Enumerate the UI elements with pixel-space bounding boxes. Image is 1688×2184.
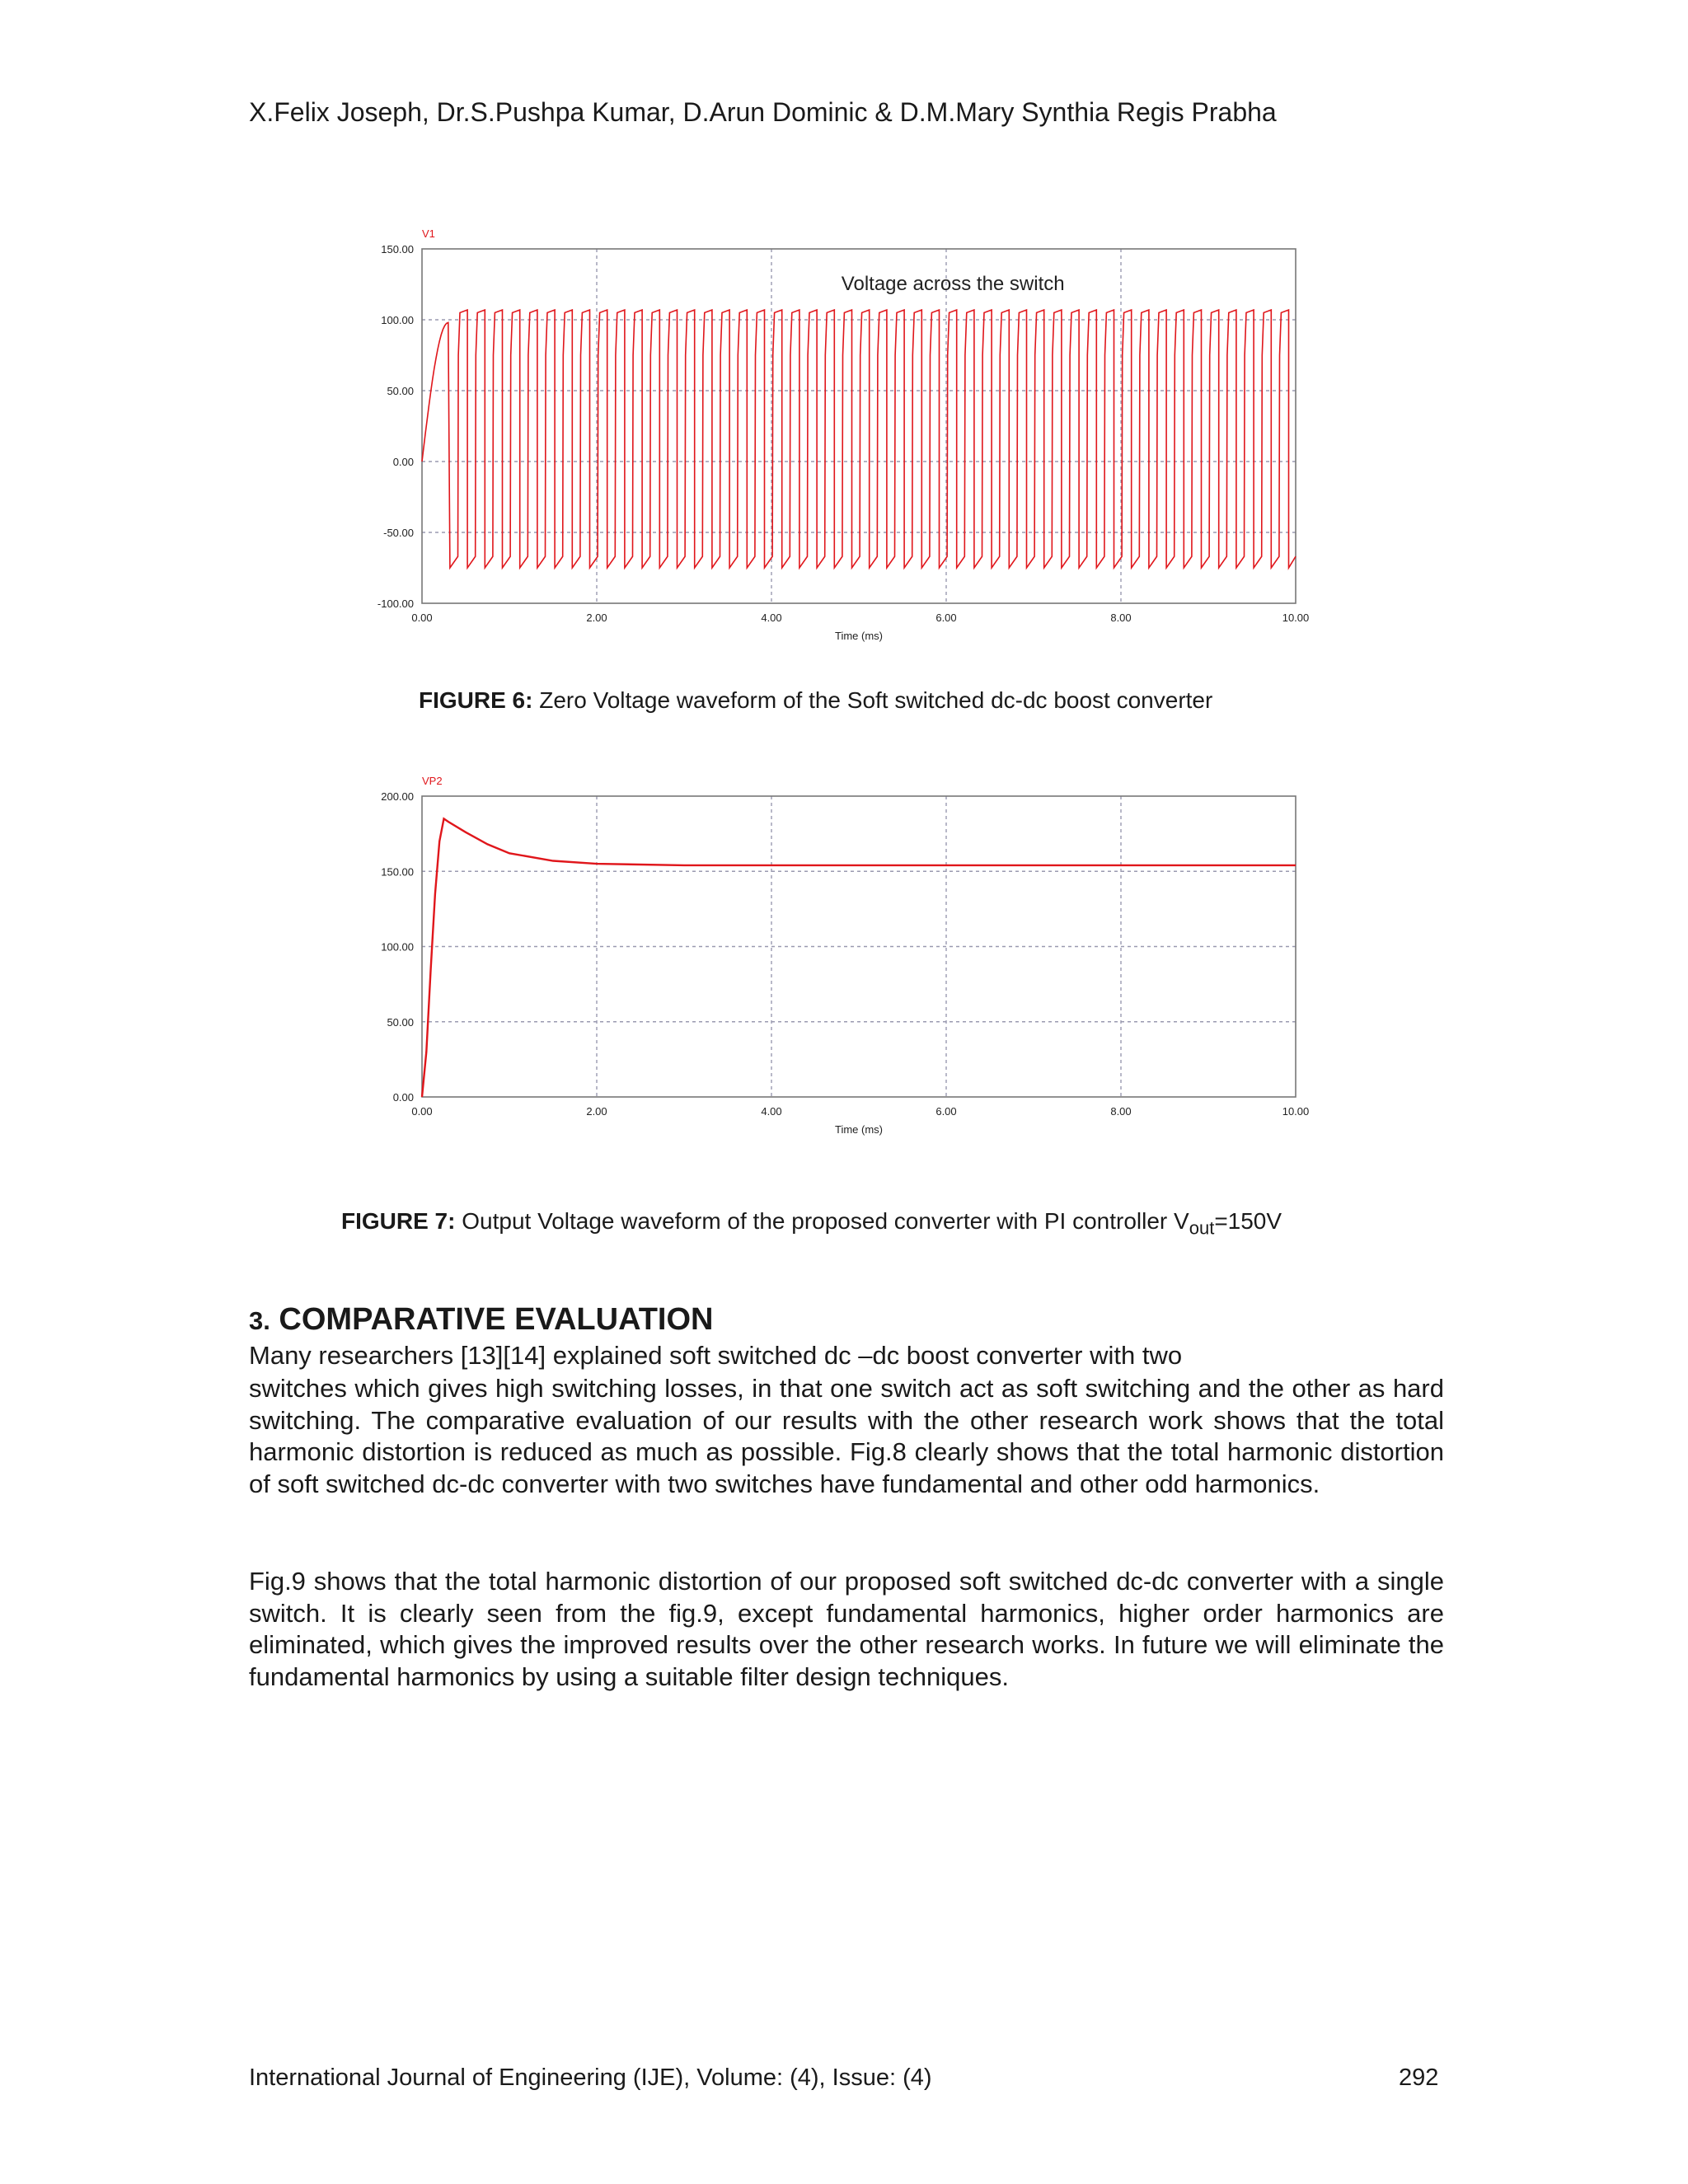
y-tick-label: 150.00	[381, 243, 414, 255]
plot-frame	[422, 249, 1296, 603]
x-tick-label: 2.00	[586, 612, 607, 624]
x-tick-label: 8.00	[1110, 1105, 1132, 1118]
figure-7-caption-tail: =150V	[1214, 1208, 1282, 1234]
x-tick-label: 10.00	[1282, 1105, 1310, 1118]
figure-6-caption	[419, 687, 1212, 714]
y-tick-label: 100.00	[381, 314, 414, 326]
y-tick-label: 50.00	[387, 385, 414, 397]
x-tick-label: 0.00	[411, 612, 433, 624]
figure-7-caption-text: Output Voltage waveform of the proposed converter with PI controller V	[455, 1208, 1189, 1234]
series-label: V1	[422, 227, 435, 240]
section-title: COMPARATIVE EVALUATION	[270, 1302, 714, 1337]
x-tick-label: 4.00	[761, 612, 782, 624]
paragraph-2: Fig.9 shows that the total harmonic distortion of our proposed soft switched dc-dc converter with a single switch. It is clearly seen from the fig.9, except fundamental harmonics, higher order harmonics are eliminated, which gives the improved results over the other research works. In future we will eliminate the fundamental harmonics by using a suitable filter design techniques.	[249, 1567, 1444, 1691]
x-tick-label: 4.00	[761, 1105, 782, 1118]
section-number: 3.	[249, 1306, 270, 1335]
figure-6-chart	[363, 223, 1335, 659]
y-tick-label: -100.00	[377, 598, 414, 610]
x-tick-label: 6.00	[935, 1105, 957, 1118]
x-axis-label: Time (ms)	[834, 630, 884, 642]
x-tick-label: 2.00	[586, 1105, 607, 1118]
figure-7-caption-subscript: out	[1189, 1217, 1215, 1239]
x-axis-label: Time (ms)	[834, 1123, 884, 1136]
footer-page-number: 292	[1399, 2064, 1439, 2091]
series-label: VP2	[422, 775, 443, 787]
y-tick-label: 150.00	[381, 865, 414, 879]
y-tick-label: 200.00	[381, 790, 414, 803]
running-header: X.Felix Joseph, Dr.S.Pushpa Kumar, D.Arun Dominic & D.M.Mary Synthia Regis Prabha	[249, 97, 1277, 127]
section-heading	[249, 1302, 713, 1338]
x-tick-label: 10.00	[1282, 612, 1310, 624]
figure-7-chart	[363, 771, 1335, 1150]
x-tick-label: 6.00	[935, 612, 957, 624]
series-line-vp2	[422, 818, 1296, 1097]
x-tick-label: 0.00	[411, 1105, 433, 1118]
y-tick-label: 50.00	[387, 1015, 414, 1029]
y-tick-label: 0.00	[392, 1091, 414, 1104]
figure-7-caption	[341, 1208, 1282, 1240]
x-tick-label: 8.00	[1110, 612, 1132, 624]
figure-6-caption-text: Zero Voltage waveform of the Soft switched dc-dc boost converter	[532, 687, 1213, 713]
figure-7-label: FIGURE 7:	[341, 1208, 456, 1234]
y-tick-label: 0.00	[392, 456, 414, 468]
series-line-v1	[422, 310, 1296, 568]
paragraph-1: switches which gives high switching losses, in that one switch act as soft switching and the other as hard switching. The comparative evaluation of our results with the other research work shows that the total harmonic distortion is reduced as much as possible. Fig.8 clearly shows that the total harmonic distortion of soft switched dc-dc converter with two switches have fundamental and other odd harmonics.	[249, 1374, 1444, 1498]
chart-title: Voltage across the switch	[841, 273, 1065, 295]
y-tick-label: 100.00	[381, 940, 414, 954]
figure-6-label: FIGURE 6:	[419, 687, 533, 713]
footer-journal: International Journal of Engineering (IJE), Volume: (4), Issue: (4)	[249, 2064, 932, 2091]
paragraph-1-first-line: Many researchers [13][14] explained soft switched dc –dc boost converter with two	[249, 1341, 1183, 1370]
y-tick-label: -50.00	[383, 527, 414, 539]
